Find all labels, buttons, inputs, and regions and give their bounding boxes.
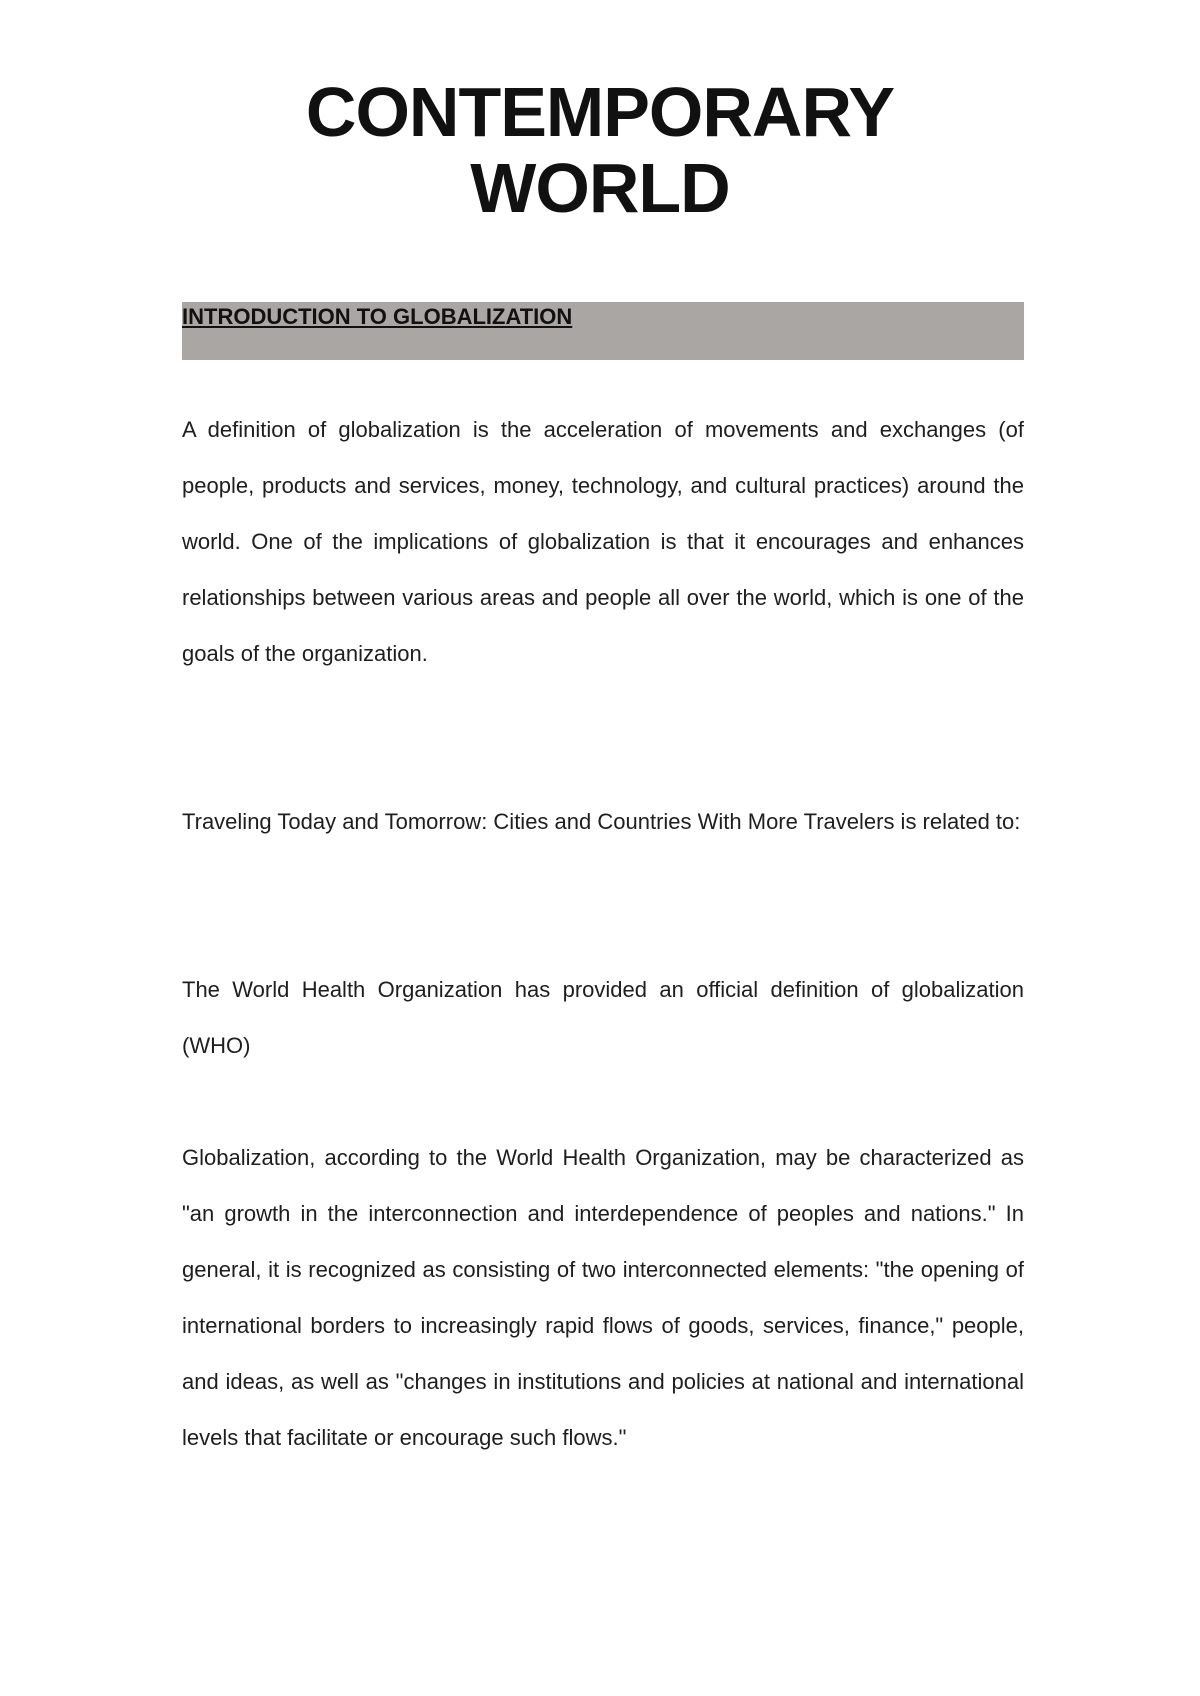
section-heading: INTRODUCTION TO GLOBALIZATION	[182, 304, 573, 329]
document-title-line-1: CONTEMPORARY	[305, 73, 895, 151]
paragraph-text: A definition of globalization is the acceleration of movements and exchanges (of people, products and services, money, technology, and cultural practices) around the world. One of the implications of globalization is that it encourages and enhances relationships between various areas and people all over the world, which is one of the goals of the organization.	[182, 417, 1024, 666]
paragraph-text: Globalization, according to the World Health Organization, may be characterized as "an growth in the interconnection and interdependence of peoples and nations." In general, it is recognized as consisting of two interconnected elements: "the opening of international borders to increasingly rapid flows of goods, services, finance," people, and ideas, as well as "changes in institutions and policies at national and international levels that facilitate or encourage such flows."	[182, 1145, 1024, 1450]
paragraph-text: The World Health Organization has provided an official definition of globalization (WHO)	[182, 977, 1024, 1058]
paragraph-who-definition	[182, 962, 1024, 1074]
document-title	[0, 74, 1200, 226]
paragraph-who-characterization	[182, 1130, 1024, 1466]
paragraph-definition	[182, 402, 1024, 682]
paragraph-traveling	[182, 794, 1024, 850]
document-title-line-2: WORLD	[470, 149, 730, 227]
paragraph-text: Traveling Today and Tomorrow: Cities and Countries With More Travelers is related to:	[182, 809, 1021, 834]
